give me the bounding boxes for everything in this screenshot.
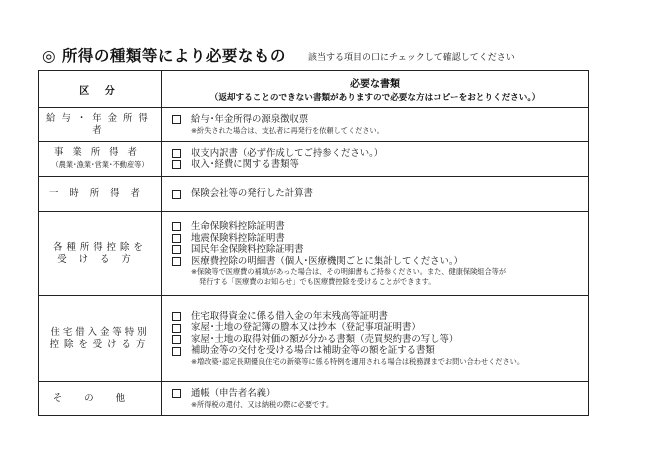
checkbox-icon[interactable]	[172, 160, 181, 169]
category-label: 一時所得者	[49, 188, 151, 199]
checklist-item[interactable]	[172, 159, 588, 171]
category-sub-label: （農業･漁業･営業･不動産等）	[51, 160, 149, 169]
instruction-text: 該当する項目の口にチェックして確認してください	[308, 53, 515, 63]
category-label: 給与・年金所得者	[46, 112, 154, 136]
required-documents-table	[38, 70, 589, 416]
checkbox-icon[interactable]	[172, 245, 181, 254]
checklist-item[interactable]	[172, 148, 588, 160]
documents-cell	[162, 108, 589, 142]
item-label: 収支内訳書（必ず作成してご持参ください。）	[191, 147, 384, 159]
documents-cell	[162, 382, 589, 416]
category-cell	[39, 177, 162, 212]
documents-cell	[162, 212, 589, 296]
category-label-line2: 控除を受ける方	[49, 338, 151, 350]
item-label: 給与･年金所得の源泉徴収票	[191, 114, 309, 125]
checklist-item[interactable]	[172, 221, 588, 233]
category-cell	[39, 382, 162, 416]
item-label: 家屋･土地の取得対価の額が分かる書類（売買契約書の写し等）	[191, 333, 459, 345]
checkbox-icon[interactable]	[172, 234, 181, 243]
category-cell	[39, 142, 162, 177]
table-header-row	[39, 71, 589, 108]
note-text: 発行する「医療費のお知らせ」でも医療費控除を受けることができます。	[199, 276, 436, 286]
checklist-item[interactable]	[172, 311, 588, 323]
checkbox-icon[interactable]	[172, 149, 181, 158]
documents-cell	[162, 177, 589, 212]
checklist-item[interactable]	[172, 233, 588, 245]
category-label-line1: 各種所得控除を	[53, 241, 147, 253]
item-label: 保険会社等の発行した計算書	[191, 188, 313, 200]
note-text: ※所得税の還付、又は納税の際に必要です。	[191, 399, 334, 409]
table-row	[39, 212, 589, 296]
checkbox-icon[interactable]	[172, 257, 181, 266]
checklist-item[interactable]	[172, 256, 588, 268]
item-label: 住宅取得資金に係る借入金の年末残高等証明書	[191, 310, 388, 322]
table-row	[39, 142, 589, 177]
category-header: 区 分	[39, 71, 162, 108]
category-cell	[39, 296, 162, 382]
checkbox-icon[interactable]	[172, 389, 181, 398]
item-label: 地震保険料控除証明書	[191, 232, 285, 244]
checkbox-icon[interactable]	[172, 347, 181, 356]
table-row	[39, 296, 589, 382]
item-label: 通帳（申告者名義）	[191, 388, 276, 399]
table-row	[39, 108, 589, 142]
item-label: 収入･経費に関する書類等	[191, 159, 299, 170]
checkbox-icon[interactable]	[172, 190, 181, 199]
checkbox-icon[interactable]	[172, 335, 181, 344]
documents-header	[162, 71, 589, 108]
page-title: ◎ 所得の種類等により必要なもの	[42, 47, 286, 65]
category-label: 事業所得者	[54, 147, 146, 158]
note-text: ※増改築･認定長期優良住宅の新築等に係る特例を適用される場合は税務課までお問い合わせください。	[191, 356, 525, 366]
checklist-item[interactable]	[172, 188, 588, 200]
item-label: 国民年金保険料控除証明書	[191, 244, 304, 255]
checklist-item[interactable]	[172, 114, 588, 126]
checklist-item[interactable]	[172, 322, 588, 334]
category-label: その他	[52, 392, 148, 404]
checkbox-icon[interactable]	[172, 115, 181, 124]
item-label: 補助金等の交付を受ける場合は補助金等の額を証する書類	[191, 345, 435, 357]
documents-header-title: 必要な書類	[350, 79, 400, 90]
item-label: 医療費控除の明細書（個人･医療機関ごとに集計してください。）	[191, 255, 463, 267]
documents-header-subtitle: （返却することのできない書類がありますので必要な方はコピーをおとりください。）	[209, 93, 541, 103]
table-row	[39, 382, 589, 416]
checkbox-icon[interactable]	[172, 222, 181, 231]
table-row	[39, 177, 589, 212]
documents-cell	[162, 142, 589, 177]
checkbox-icon[interactable]	[172, 312, 181, 321]
documents-cell	[162, 296, 589, 382]
checkbox-icon[interactable]	[172, 324, 181, 333]
note-text: ※紛失された場合は、支払者に再発行を依頼してください。	[191, 125, 384, 135]
note-text: ※保険等で医療費の補填があった場合は、その明細書もご持参ください。また、健康保険組合等が	[191, 267, 507, 276]
category-cell	[39, 212, 162, 296]
checklist-item[interactable]	[172, 345, 588, 357]
category-label-line2: 受ける方	[57, 253, 143, 265]
item-label: 家屋･土地の登記簿の謄本又は抄本（登記事項証明書）	[191, 322, 421, 334]
category-label-line1: 住宅借入金等特別	[50, 326, 150, 338]
item-label: 生命保険料控除証明書	[191, 221, 285, 232]
checklist-item[interactable]	[172, 244, 588, 256]
checklist-item[interactable]	[172, 334, 588, 346]
category-cell	[39, 108, 162, 142]
checklist-item[interactable]	[172, 388, 588, 400]
